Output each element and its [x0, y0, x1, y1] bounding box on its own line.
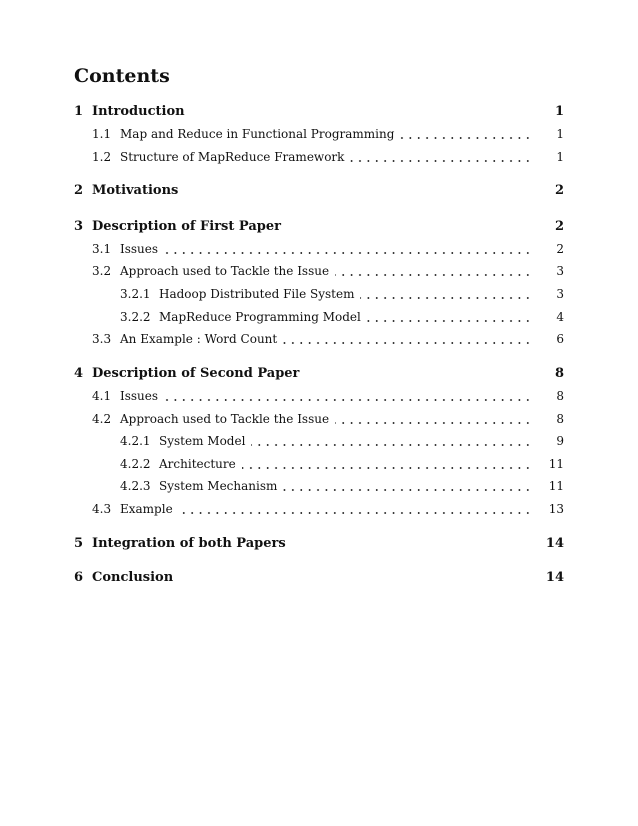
toc-entry[interactable] — [0, 568, 638, 588]
toc-entry-number: 3.3 — [92, 332, 112, 346]
dot-leader — [164, 386, 532, 406]
toc-entry[interactable] — [0, 102, 638, 122]
toc-entry-page[interactable]: 3 — [556, 287, 564, 301]
dot-leader — [283, 329, 532, 349]
dot-leader — [367, 307, 532, 327]
toc-entry-title[interactable]: An Example : Word Count — [120, 332, 278, 346]
toc-entry[interactable] — [0, 147, 638, 167]
toc-entry-title[interactable]: Introduction — [92, 104, 185, 119]
toc-entry-page[interactable]: 8 — [556, 412, 564, 426]
toc-entry-page[interactable]: 14 — [545, 570, 564, 585]
dot-leader — [164, 239, 532, 259]
toc-entry[interactable] — [0, 261, 638, 281]
toc-entry-number: 3.1 — [92, 242, 112, 256]
toc-entry-page[interactable]: 6 — [556, 332, 564, 346]
toc-entry-title[interactable]: Description of First Paper — [92, 219, 281, 234]
dot-leader — [283, 476, 532, 496]
toc-entry-title[interactable]: Hadoop Distributed File System — [159, 287, 355, 301]
toc-entry[interactable] — [0, 181, 638, 201]
toc-entry[interactable] — [0, 284, 638, 304]
toc-entry[interactable] — [0, 307, 638, 327]
toc-entry-title[interactable]: Issues — [120, 242, 159, 256]
toc-entry-title[interactable]: Approach used to Tackle the Issue — [120, 264, 330, 278]
toc-entry-number: 4.1 — [92, 389, 112, 403]
toc-entry-title[interactable]: Map and Reduce in Functional Programming — [120, 127, 395, 141]
toc-entry-title[interactable]: System Mechanism — [159, 479, 278, 493]
toc-entry-number: 4.3 — [92, 502, 112, 516]
toc-entry-title[interactable]: Issues — [120, 389, 159, 403]
toc-entry-number: 1.2 — [92, 150, 112, 164]
toc-entry-page[interactable]: 11 — [548, 457, 564, 471]
toc-entry[interactable] — [0, 329, 638, 349]
toc-entry-page[interactable]: 11 — [548, 479, 564, 493]
toc-entry[interactable] — [0, 239, 638, 259]
toc-entry-page[interactable]: 8 — [554, 366, 564, 381]
toc-entry-page[interactable]: 13 — [548, 502, 564, 516]
toc-entry-page[interactable]: 9 — [556, 434, 564, 448]
toc-entry-page[interactable]: 1 — [556, 150, 564, 164]
dot-leader — [335, 409, 532, 429]
toc-entry[interactable] — [0, 534, 638, 554]
toc-entry[interactable] — [0, 431, 638, 451]
toc-entry-page[interactable]: 3 — [556, 264, 564, 278]
toc-entry[interactable] — [0, 476, 638, 496]
toc-entry-page[interactable]: 1 — [556, 127, 564, 141]
toc-entry-title[interactable]: Integration of both Papers — [92, 536, 286, 551]
dot-leader — [251, 431, 532, 451]
toc-entry-number: 4 — [74, 366, 84, 381]
toc-entry[interactable] — [0, 124, 638, 144]
toc-entry-number: 1 — [74, 104, 84, 119]
dot-leader — [242, 454, 532, 474]
toc-entry[interactable] — [0, 409, 638, 429]
toc-entry-page[interactable]: 1 — [554, 104, 564, 119]
toc-entry-title[interactable]: Conclusion — [92, 570, 174, 585]
toc-entry[interactable] — [0, 386, 638, 406]
toc-entry-page[interactable]: 2 — [556, 242, 564, 256]
dot-leader — [335, 261, 532, 281]
toc-entry-title[interactable]: System Model — [159, 434, 246, 448]
toc-entry-number: 1.1 — [92, 127, 112, 141]
toc-entry[interactable] — [0, 217, 638, 237]
toc-entry-page[interactable]: 14 — [545, 536, 564, 551]
toc-entry[interactable] — [0, 499, 638, 519]
toc-entry[interactable] — [0, 454, 638, 474]
toc-entry-page[interactable]: 2 — [554, 183, 564, 198]
toc-entry-number: 3.2.2 — [120, 310, 151, 324]
toc-entry-number: 6 — [74, 570, 84, 585]
toc-entry-number: 3.2 — [92, 264, 112, 278]
toc-entry-page[interactable]: 8 — [556, 389, 564, 403]
toc-entry-page[interactable]: 2 — [554, 219, 564, 234]
toc-entry-page[interactable]: 4 — [556, 310, 564, 324]
toc-entry[interactable] — [0, 364, 638, 384]
toc-entry-number: 3 — [74, 219, 84, 234]
dot-leader — [400, 124, 532, 144]
toc-entry-title[interactable]: MapReduce Programming Model — [159, 310, 361, 324]
dot-leader — [179, 499, 532, 519]
toc-entry-number: 4.2.1 — [120, 434, 151, 448]
toc-entry-number: 4.2.2 — [120, 457, 151, 471]
toc-entry-title[interactable]: Motivations — [92, 183, 179, 198]
toc-entry-number: 4.2 — [92, 412, 112, 426]
toc-entry-number: 3.2.1 — [120, 287, 151, 301]
toc-entry-title[interactable]: Approach used to Tackle the Issue — [120, 412, 330, 426]
toc-entry-title[interactable]: Architecture — [159, 457, 236, 471]
dot-leader — [360, 284, 532, 304]
toc-entry-title[interactable]: Example — [120, 502, 173, 516]
toc-entry-title[interactable]: Structure of MapReduce Framework — [120, 150, 345, 164]
dot-leader — [350, 147, 532, 167]
toc-entry-title[interactable]: Description of Second Paper — [92, 366, 300, 381]
toc-entry-number: 2 — [74, 183, 84, 198]
contents-heading: Contents — [74, 65, 170, 87]
toc-entry-number: 4.2.3 — [120, 479, 151, 493]
toc-entry-number: 5 — [74, 536, 84, 551]
